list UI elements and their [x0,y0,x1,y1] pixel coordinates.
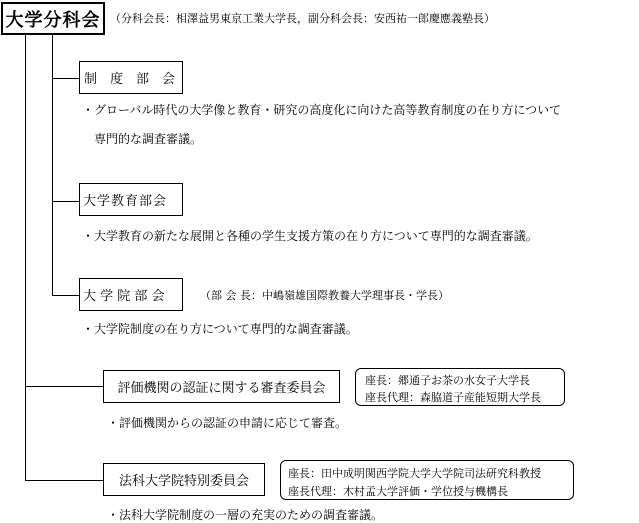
committee-desc-line: ・大学院制度の在り方について専門的な調査審議。 [82,322,358,336]
committee-name: 評価機関の認証に関する審査委員会 [117,381,326,396]
committee-box-daigakuin-bukai [79,278,183,311]
root-note: （分科会長：相澤益男東京工業大学長，副分科会長：安西祐一郎慶應義塾長） [110,12,495,25]
committee-desc-line: ・評価機関からの認証の申請に応じて審査。 [107,416,348,430]
committee-name: 制 度 部 会 [84,72,176,87]
committee-box-seido-bukai [79,61,183,94]
committee-desc-line: ・法科大学院制度の一層の充実のための調査審議。 [107,508,384,522]
committee-box-hoka-daigakuin-tokubetsu-iinkai [103,463,265,496]
root-title: 大学分科会 [5,9,101,31]
committee-desc-line: ・グローバル時代の大学像と教育・研究の高度化に向けた高等教育制度の在り方について [82,103,562,117]
committee-name: 大 学 院 部 会 [83,289,165,304]
committee-box-ninsho-shinsa-iinkai [103,370,340,403]
committee-desc-line: ・大学教育の新たな展開と各種の学生支援方策の在り方について専門的な調査審議。 [82,229,538,243]
committee-name: 大学教育部会 [83,194,168,209]
committee-note-line: 座長代理：森脇道子産能短期大学長 [365,391,541,404]
committee-desc-line: 専門的な調査審議。 [82,132,203,146]
root-box-daigaku-bunkakai [1,2,105,35]
committee-note: （部 会 長：中嶋嶺雄国際教養大学理事長・学長） [200,289,449,302]
committee-note-line: 座長：郷通子お茶の水女子大学長 [365,374,530,387]
committee-box-daigaku-kyoiku-bukai [79,183,183,216]
committee-note-line: 座長代理：木村孟大学評価・学位授与機構長 [288,485,508,498]
committee-name: 法科大学院特別委員会 [118,474,249,489]
committee-note-line: 座長：田中成明関西学院大学大学院司法研究科教授 [288,467,541,480]
